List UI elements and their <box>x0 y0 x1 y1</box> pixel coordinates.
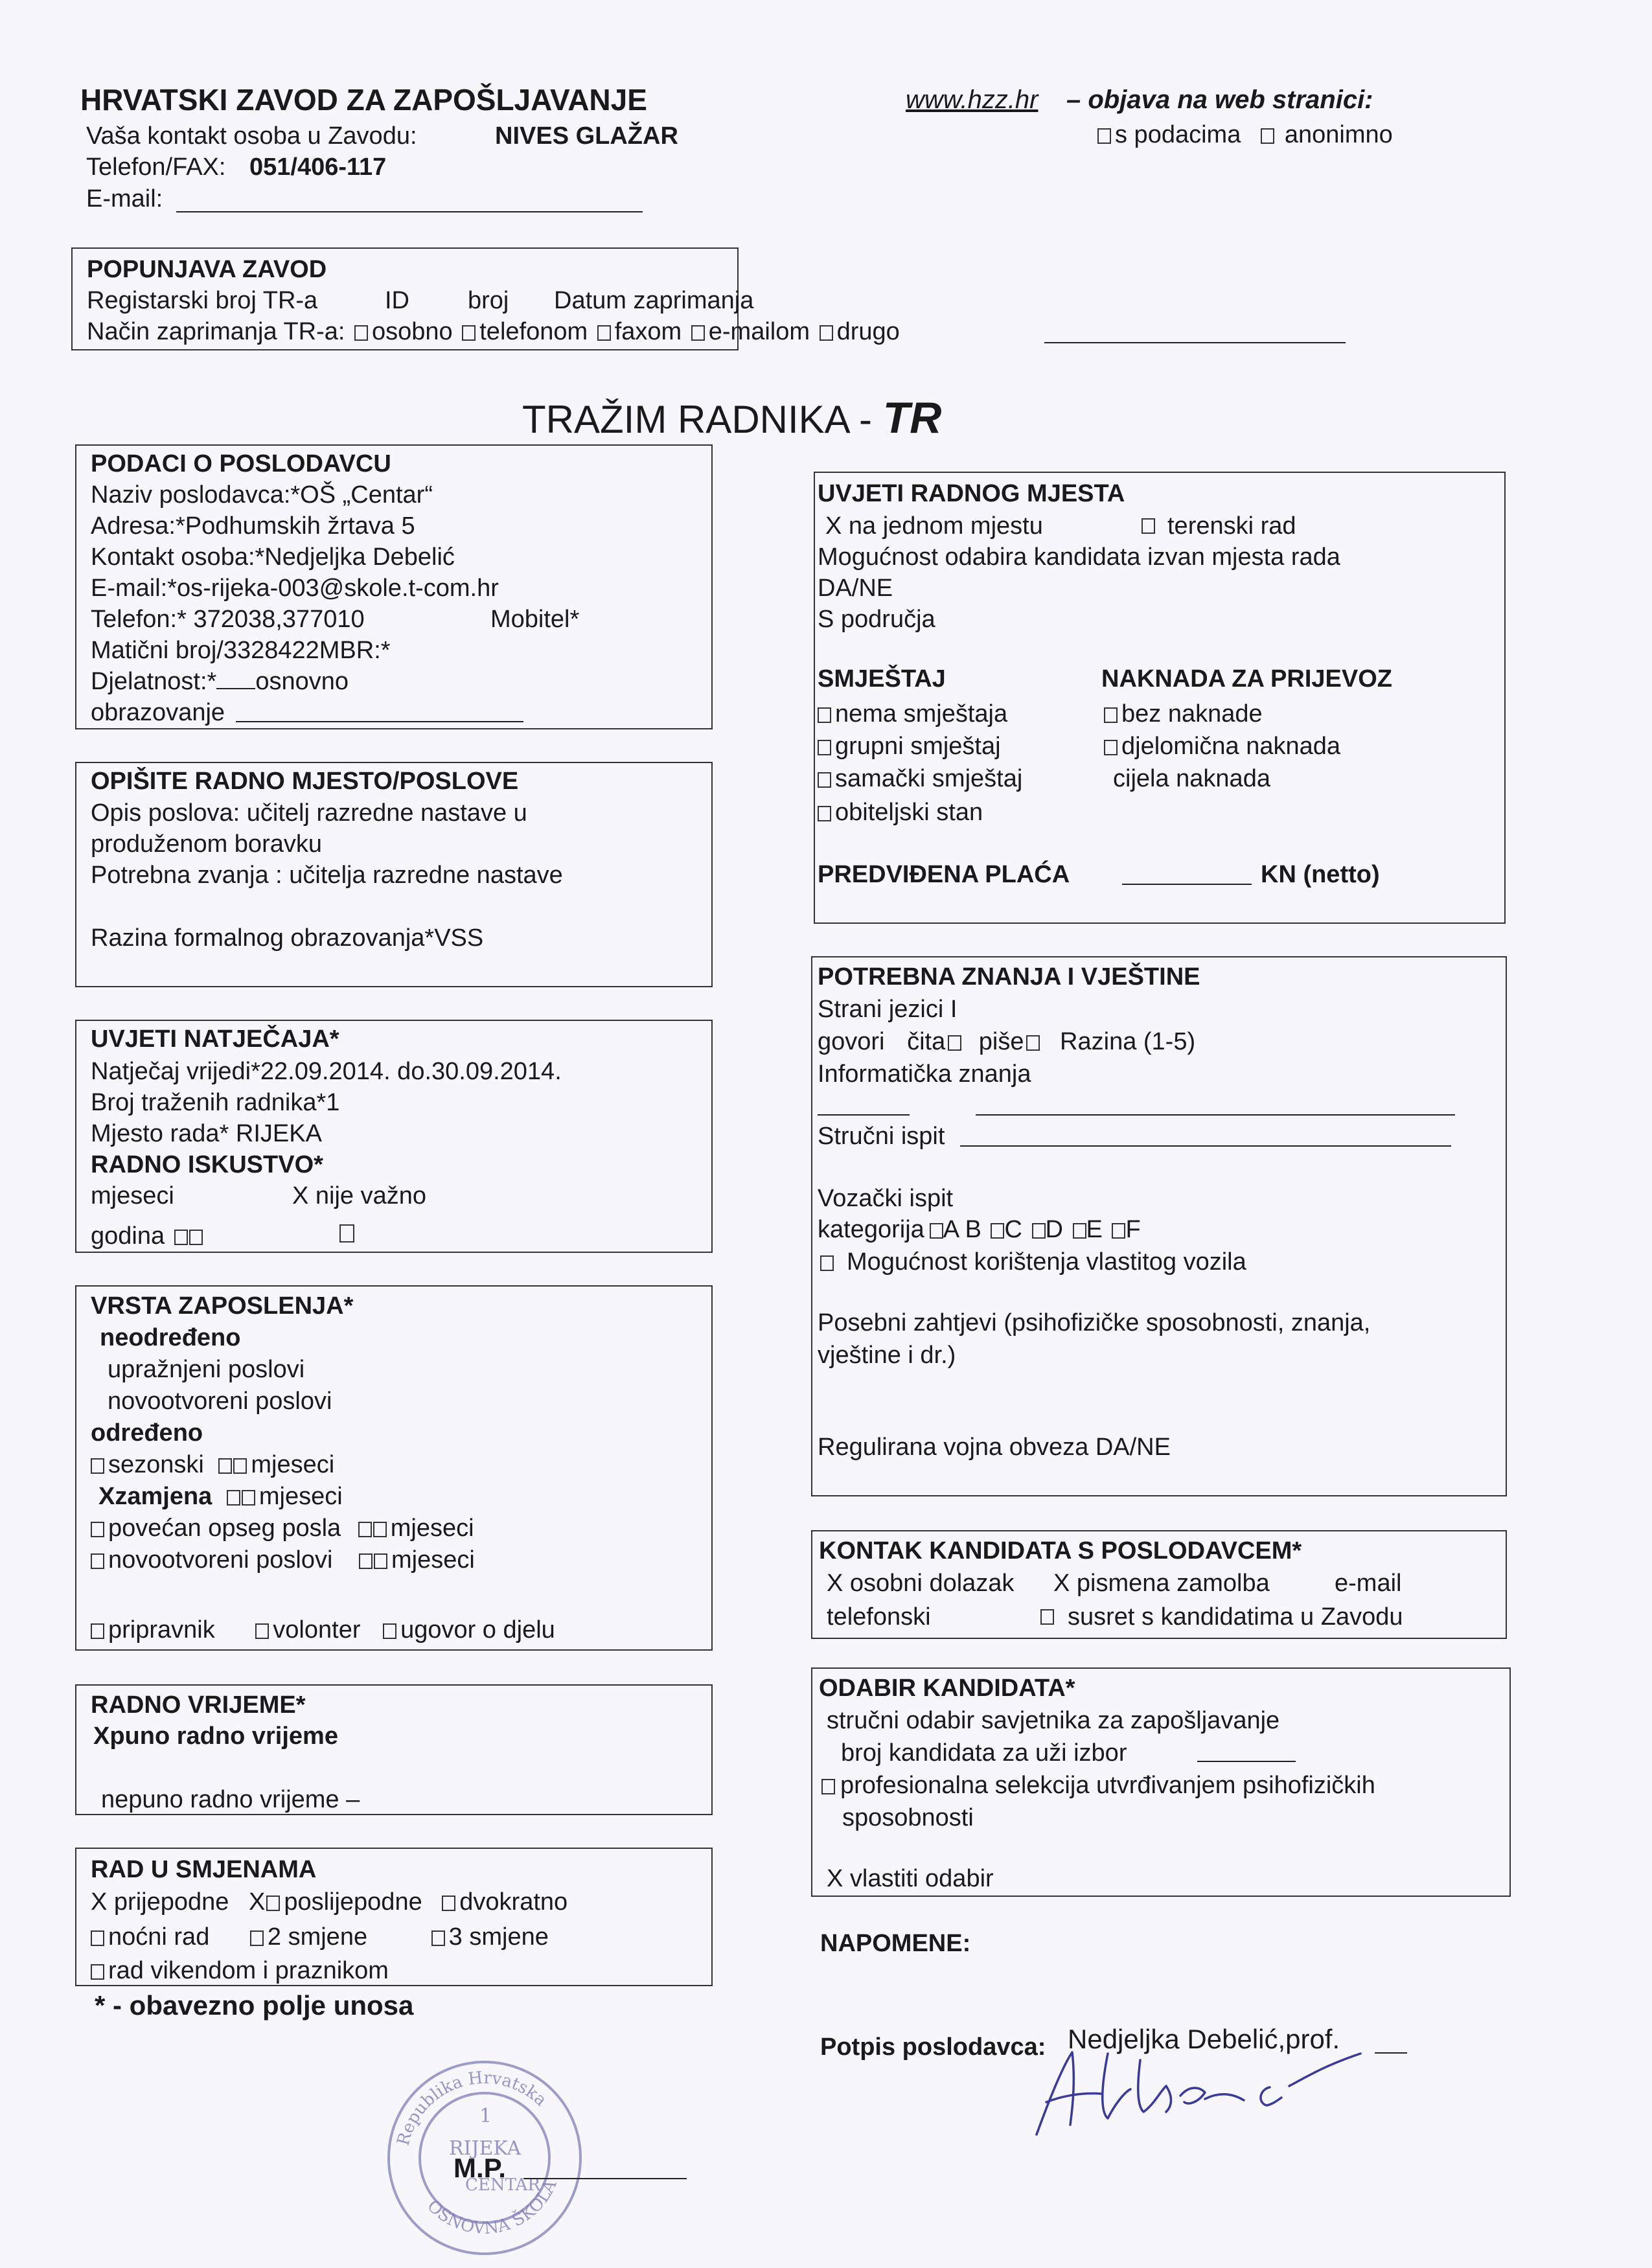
increased-months: mjeseci <box>390 1515 474 1542</box>
contact-label: Vaša kontakt osoba u Zavodu: <box>86 122 417 150</box>
checkbox-cat-c[interactable] <box>991 1223 1004 1239</box>
transport-3: cijela naknada <box>1113 765 1270 792</box>
cat-e: E <box>1086 1216 1103 1243</box>
shifts-row-3 <box>91 1955 389 1986</box>
activity-line[interactable] <box>236 721 523 722</box>
employer-address: Adresa:*Podhumskih žrtava 5 <box>91 512 415 540</box>
intern-label: pripravnik <box>108 1616 215 1644</box>
selection-own: X vlastiti odabir <box>827 1865 994 1892</box>
new-jobs2-m2[interactable] <box>374 1553 387 1569</box>
checkbox-double[interactable] <box>442 1896 455 1911</box>
years-checkbox[interactable] <box>339 1224 354 1243</box>
increased-m2[interactable] <box>373 1522 387 1537</box>
shift-two: 2 smjene <box>267 1923 368 1951</box>
opt-with-data: s podacima <box>1115 121 1241 148</box>
exp-years: godina <box>91 1222 165 1250</box>
signature-name: Nedjeljka Debelić,prof. <box>1068 2024 1340 2054</box>
exp-years-row <box>91 1220 207 1252</box>
checkbox-transport-1[interactable] <box>1104 707 1118 723</box>
opt-email: e-mailom <box>708 318 810 345</box>
skill-speaks: govori <box>818 1028 885 1055</box>
activity-label: Djelatnost:* <box>91 668 217 695</box>
seasonal-months: mjeseci <box>251 1451 335 1478</box>
housing-3-row <box>818 763 1022 794</box>
checkbox-cat-a[interactable] <box>930 1223 943 1239</box>
employer-phone: Telefon:* 372038,377010 <box>91 606 365 633</box>
employer-title: PODACI O POSLODAVCU <box>91 450 391 477</box>
method-row <box>87 316 900 347</box>
checkbox-anonymous[interactable] <box>1261 128 1274 144</box>
transport-2-row <box>1104 731 1340 762</box>
checkbox-email[interactable] <box>691 325 705 341</box>
worktime-full: Xpuno radno vrijeme <box>93 1723 338 1750</box>
shift-double: dvokratno <box>459 1888 568 1916</box>
contact-email: e-mail <box>1335 1570 1402 1597</box>
id-label: ID <box>385 287 409 314</box>
new-jobs2-m1[interactable] <box>359 1553 373 1569</box>
worktime-part: nepuno radno vrijeme – <box>101 1786 360 1813</box>
opt-fax: faxom <box>614 318 682 345</box>
worktime-title: RADNO VRIJEME* <box>91 1691 306 1719</box>
own-car-row <box>818 1246 1246 1277</box>
checkbox-three-shifts[interactable] <box>431 1930 445 1946</box>
opt-other: drugo <box>836 318 900 345</box>
employer-email: E-mail:*os-rijeka-003@skole.t-com.hr <box>91 575 499 602</box>
email-label: E-mail: <box>86 185 163 212</box>
seasonal-row <box>91 1449 334 1480</box>
selection-count: broj kandidata za uži izbor <box>841 1739 1127 1767</box>
housing-1-row <box>818 698 1007 729</box>
transport-2: djelomična naknada <box>1121 733 1341 760</box>
shift-morning: X prijepodne <box>91 1888 229 1916</box>
checkbox-cat-d[interactable] <box>1032 1223 1046 1239</box>
reg-label: Registarski broj TR-a <box>87 287 318 314</box>
selection-count-line[interactable] <box>1197 1761 1296 1762</box>
checkbox-volunteer[interactable] <box>255 1623 269 1639</box>
method-label: Način zaprimanja TR-a: <box>87 318 345 345</box>
notes-label: NAPOMENE: <box>820 1930 971 1957</box>
housing-2: grupni smještaj <box>835 733 1001 760</box>
contract-label: ugovor o djelu <box>400 1616 555 1644</box>
it-line-2[interactable] <box>976 1114 1455 1116</box>
cat-d: D <box>1045 1216 1063 1243</box>
contact-name: NIVES GLAŽAR <box>495 122 678 150</box>
job-qualification: Potrebna zvanja : učitelja razredne nastave <box>91 862 563 889</box>
stamp-top-text: Republika Hrvatska <box>393 2068 551 2148</box>
employment-indefinite: neodređeno <box>100 1324 241 1351</box>
volunteer-label: volonter <box>273 1616 361 1644</box>
seasonal-m1[interactable] <box>218 1458 232 1474</box>
job-title: OPIŠITE RADNO MJESTO/POSLOVE <box>91 768 519 795</box>
employer-mobile: Mobitel* <box>490 606 580 633</box>
cond-area: S područja <box>818 606 935 633</box>
checkbox-housing-4[interactable] <box>818 806 831 821</box>
exp-title: RADNO ISKUSTVO* <box>91 1151 323 1178</box>
new-jobs2-months: mjeseci <box>391 1546 475 1574</box>
increased-row <box>91 1513 474 1544</box>
checkbox-phone[interactable] <box>462 325 476 341</box>
checkbox-night[interactable] <box>91 1930 104 1946</box>
increased-m1[interactable] <box>358 1522 372 1537</box>
skill-writes: piše <box>978 1028 1024 1055</box>
housing-1: nema smještaja <box>835 700 1008 727</box>
other-line[interactable] <box>1044 342 1346 343</box>
checkbox-own-car[interactable] <box>820 1255 834 1271</box>
signature-label: Potpis poslodavca: <box>820 2033 1046 2061</box>
cond-da-ne: DA/NE <box>818 575 893 602</box>
housing-3: samački smještaj <box>835 765 1023 792</box>
own-car: Mogućnost korištenja vlastitog vozila <box>847 1248 1246 1276</box>
housing-title: SMJEŠTAJ <box>818 665 946 693</box>
shifts-row-2 <box>91 1921 549 1953</box>
employer-activity-2: obrazovanje <box>91 699 225 726</box>
job-desc-1: Opis poslova: učitelj razredne nastave u <box>91 799 527 827</box>
phone-label: Telefon/FAX: <box>86 154 226 181</box>
website-link[interactable]: www.hzz.hr <box>906 86 1038 114</box>
cat-a: A B <box>943 1216 981 1243</box>
replacement-m1[interactable] <box>227 1490 240 1506</box>
checkbox-field-work[interactable] <box>1141 518 1155 534</box>
shift-three: 3 smjene <box>448 1923 549 1951</box>
shift-afternoon-x: X <box>248 1888 266 1916</box>
employer-name: Naziv poslodavca:*OŠ „Centar“ <box>91 481 433 509</box>
org-title: HRVATSKI ZAVOD ZA ZAPOŠLJAVANJE <box>80 83 647 117</box>
checkbox-prof-selection[interactable] <box>821 1779 835 1794</box>
skills-military: Regulirana vojna obveza DA/NE <box>818 1434 1171 1461</box>
mp-label: M.P. <box>453 2153 506 2183</box>
selection-title: ODABIR KANDIDATA* <box>819 1675 1075 1702</box>
checkbox-transport-2[interactable] <box>1104 740 1118 755</box>
employer-contact: Kontakt osoba:*Nedjeljka Debelić <box>91 544 455 571</box>
skill-level: Razina (1-5) <box>1060 1028 1196 1055</box>
form-title <box>522 395 941 442</box>
skills-title: POTREBNA ZNANJA I VJEŠTINE <box>818 963 1200 991</box>
conditions-title: UVJETI RADNOG MJESTA <box>818 480 1125 507</box>
housing-2-row <box>818 731 1001 762</box>
employer-reg-no: Matični broj/3328422MBR:* <box>91 637 391 664</box>
broj-label: broj <box>468 287 509 314</box>
shift-afternoon: poslijepodne <box>284 1888 422 1916</box>
checkbox-other[interactable] <box>820 325 833 341</box>
cond-outside: Mogućnost odabira kandidata izvan mjesta rada <box>818 544 1340 571</box>
shift-weekend: rad vikendom i praznikom <box>108 1957 389 1984</box>
activity-1: osnovno <box>255 668 349 695</box>
cat-c: C <box>1004 1216 1022 1243</box>
checkbox-with-data[interactable] <box>1097 128 1111 144</box>
checkbox-writes[interactable] <box>1026 1035 1040 1051</box>
checkbox-fax[interactable] <box>597 325 611 341</box>
date-label: Datum zaprimanja <box>554 287 754 314</box>
employment-title: VRSTA ZAPOSLENJA* <box>91 1292 354 1320</box>
job-education: Razina formalnog obrazovanja*VSS <box>91 924 484 952</box>
cat-f: F <box>1125 1216 1141 1243</box>
housing-4-row <box>818 797 983 828</box>
publish-label: – objava na web stranici: <box>1066 86 1373 114</box>
employment-vacant: upražnjeni poslovi <box>108 1356 305 1383</box>
employment-new-jobs: novootvoreni poslovi <box>108 1388 332 1415</box>
checkbox-two-shifts[interactable] <box>250 1930 264 1946</box>
handwritten-signature <box>1011 2041 1373 2144</box>
skills-lang-row <box>818 1026 1195 1057</box>
stamp-mid-2: CENTAR <box>465 2175 540 2195</box>
salary-unit: KN (netto) <box>1261 861 1380 888</box>
checkbox-seasonal[interactable] <box>91 1458 104 1474</box>
checkbox-cat-e[interactable] <box>1073 1223 1086 1239</box>
new-jobs2-row <box>91 1544 475 1575</box>
phone-value: 051/406-117 <box>249 154 387 181</box>
housing-4: obiteljski stan <box>835 799 983 826</box>
it-line-1[interactable] <box>818 1114 910 1116</box>
shifts-row-1 <box>91 1886 568 1918</box>
selection-prof-1: profesionalna selekcija utvrđivanjem psihofizičkih <box>840 1772 1375 1799</box>
transport-1: bez naknade <box>1121 700 1263 727</box>
signature-line[interactable] <box>1375 2052 1407 2054</box>
cond-field: terenski rad <box>1167 512 1296 540</box>
transport-title: NAKNADA ZA PRIJEVOZ <box>1101 665 1392 693</box>
contact-written: X pismena zamolba <box>1053 1570 1270 1597</box>
publish-options <box>1095 119 1393 150</box>
transport-1-row <box>1104 698 1263 729</box>
opt-anonymous: anonimno <box>1284 121 1393 148</box>
exp-not-important: X nije važno <box>292 1182 427 1209</box>
checkbox-housing-3[interactable] <box>818 772 831 788</box>
shift-night: noćni rad <box>108 1923 210 1951</box>
skills-it: Informatička znanja <box>818 1060 1031 1088</box>
checkbox-new-jobs2[interactable] <box>91 1553 104 1569</box>
checkbox-reads[interactable] <box>948 1035 961 1051</box>
stamp-number: 1 <box>479 2105 492 2127</box>
skills-special-2: vještine i dr.) <box>818 1342 956 1369</box>
exp-months: mjeseci <box>91 1182 174 1209</box>
replacement-row <box>98 1481 343 1512</box>
job-desc-2: produženom boravku <box>91 830 322 858</box>
checkbox-intern[interactable] <box>91 1623 104 1639</box>
salary-label: PREDVIĐENA PLAĆA <box>818 861 1070 888</box>
checkbox-housing-2[interactable] <box>818 740 831 755</box>
selection-prof-row <box>819 1770 1375 1801</box>
cond-one-place: X na jednom mjestu <box>825 512 1043 540</box>
seasonal-m2[interactable] <box>233 1458 247 1474</box>
seasonal-label: sezonski <box>108 1451 204 1478</box>
checkbox-contract[interactable] <box>383 1623 396 1639</box>
years-digit-1[interactable] <box>174 1230 188 1245</box>
checkbox-afternoon[interactable] <box>266 1896 280 1911</box>
contact-phone: telefonski <box>827 1603 931 1631</box>
employment-definite: određeno <box>91 1419 203 1447</box>
contact-meeting: susret s kandidatima u Zavodu <box>1068 1603 1403 1631</box>
selection-advisor: stručni odabir savjetnika za zapošljavanje <box>827 1707 1280 1734</box>
opt-phone: telefonom <box>479 318 588 345</box>
checkbox-increased[interactable] <box>91 1522 104 1537</box>
email-line[interactable] <box>176 211 643 212</box>
skills-driving: Vozački ispit <box>818 1185 954 1212</box>
shifts-title: RAD U SMJENAMA <box>91 1856 317 1883</box>
new-jobs2-label: novootvoreni poslovi <box>108 1546 333 1574</box>
opt-personal: osobno <box>372 318 453 345</box>
required-note: * - obavezno polje unosa <box>95 1990 414 2021</box>
checkbox-housing-1[interactable] <box>818 707 831 723</box>
increased-label: povećan opseg posla <box>108 1515 341 1542</box>
contest-place: Mjesto rada* RIJEKA <box>91 1120 322 1147</box>
contact-title: KONTAK KANDIDATA S POSLODAVCEM* <box>819 1537 1302 1564</box>
form-title-text: TRAŽIM RADNIKA - <box>522 398 883 441</box>
checkbox-meeting[interactable] <box>1040 1609 1054 1625</box>
skills-special-1: Posebni zahtjevi (psihofizičke sposobnosti, znanja, <box>818 1309 1371 1336</box>
contact-personal: X osobni dolazak <box>827 1570 1015 1597</box>
contest-count: Broj traženih radnika*1 <box>91 1089 340 1116</box>
mp-line[interactable] <box>523 2178 687 2179</box>
contest-valid: Natječaj vrijedi*22.09.2014. do.30.09.2014. <box>91 1058 562 1085</box>
category-label: kategorija <box>818 1216 924 1243</box>
exam-line[interactable] <box>960 1145 1451 1147</box>
skills-lang: Strani jezici I <box>818 996 958 1023</box>
contest-title: UVJETI NATJEČAJA* <box>91 1025 339 1053</box>
form-title-code: TR <box>882 393 942 442</box>
selection-prof-2: sposobnosti <box>842 1804 974 1831</box>
checkbox-personal[interactable] <box>354 325 368 341</box>
employer-activity <box>91 666 349 697</box>
replacement-label: Xzamjena <box>98 1483 212 1510</box>
stamp-bottom-text: OSNOVNA ŠKOLA <box>423 2177 561 2239</box>
stamp-mid-1: RIJEKA <box>449 2137 522 2160</box>
replacement-months: mjeseci <box>258 1483 343 1510</box>
replacement-m2[interactable] <box>242 1490 255 1506</box>
skills-exam: Stručni ispit <box>818 1123 945 1150</box>
extra-types-row <box>91 1614 555 1645</box>
checkbox-cat-f[interactable] <box>1112 1223 1125 1239</box>
office-title: POPUNJAVA ZAVOD <box>87 256 327 283</box>
years-digit-2[interactable] <box>189 1230 203 1245</box>
skills-category-row <box>818 1214 1141 1245</box>
checkbox-weekend[interactable] <box>91 1964 104 1980</box>
salary-line[interactable] <box>1122 884 1252 885</box>
skill-reads: čita <box>907 1028 946 1055</box>
